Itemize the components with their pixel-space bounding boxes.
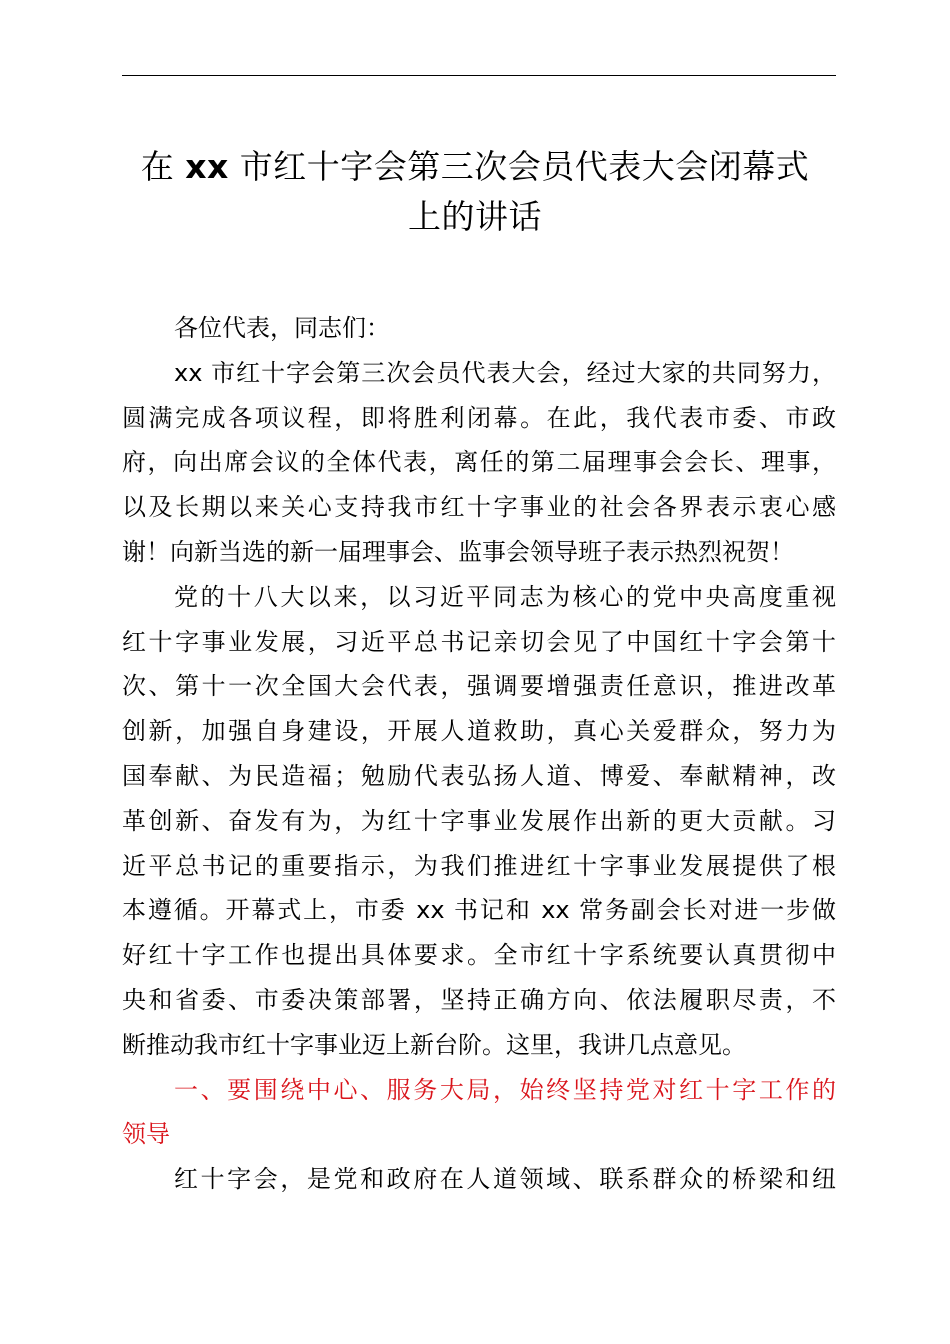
paragraph-1-line: 圆满完成各项议程，即将胜利闭幕。在此，我代表市委、市政 <box>122 403 836 432</box>
section-heading-1-cont: 领导 <box>122 1120 170 1149</box>
paragraph-2-line: 革创新、奋发有为，为红十字事业发展作出新的更大贡献。习 <box>122 806 836 835</box>
title-line-1 <box>100 142 850 192</box>
document-body <box>122 306 836 1202</box>
paragraph-2-line: 红十字事业发展，习近平总书记亲切会见了中国红十字会第十 <box>122 627 836 656</box>
title-line-2: 上的讲话 <box>408 197 542 236</box>
title-suffix: 市红十字会第三次会员代表大会闭幕式 <box>228 147 810 186</box>
paragraph-1-line: 府，向出席会议的全体代表，离任的第二届理事会会长、理事， <box>122 448 836 477</box>
paragraph-2-line: 党的十八大以来，以习近平同志为核心的党中央高度重视 <box>174 582 836 611</box>
paragraph-2-line: 创新，加强自身建设，开展人道救助，真心关爱群众，努力为 <box>122 717 836 746</box>
paragraph-1-line: 以及长期以来关心支持我市红十字事业的社会各界表示衷心感 <box>122 493 836 522</box>
title-prefix: 在 <box>140 147 186 186</box>
header-rule <box>122 75 836 76</box>
paragraph-2-line: 次、第十一次全国大会代表，强调要增强责任意识，推进改革 <box>122 672 836 701</box>
paragraph-2-line: 国奉献、为民造福；勉励代表弘扬人道、博爱、奉献精神，改 <box>122 761 836 790</box>
paragraph-1-line: 谢！向新当选的新一届理事会、监事会领导班子表示热烈祝贺！ <box>122 537 794 566</box>
title-placeholder-city: xx <box>185 147 229 186</box>
section-heading-1: 一、要围绕中心、服务大局，始终坚持党对红十字工作的 <box>174 1075 836 1104</box>
paragraph-2-line: 近平总书记的重要指示，为我们推进红十字事业发展提供了根 <box>122 851 836 880</box>
paragraph-2-line: 好红十字工作也提出具体要求。全市红十字系统要认真贯彻中 <box>122 941 836 970</box>
salutation: 各位代表，同志们： <box>174 314 390 342</box>
paragraph-1-line: xx 市红十字会第三次会员代表大会，经过大家的共同努力， <box>174 358 836 387</box>
document-title <box>100 142 850 242</box>
paragraph-3-line: 红十字会，是党和政府在人道领域、联系群众的桥梁和纽 <box>174 1165 836 1194</box>
paragraph-2-line: 断推动我市红十字事业迈上新台阶。这里，我讲几点意见。 <box>122 1030 746 1059</box>
paragraph-2-line: 本遵循。开幕式上，市委 xx 书记和 xx 常务副会长对进一步做 <box>122 896 836 925</box>
paragraph-2-line: 央和省委、市委决策部署，坚持正确方向、依法履职尽责，不 <box>122 985 836 1014</box>
